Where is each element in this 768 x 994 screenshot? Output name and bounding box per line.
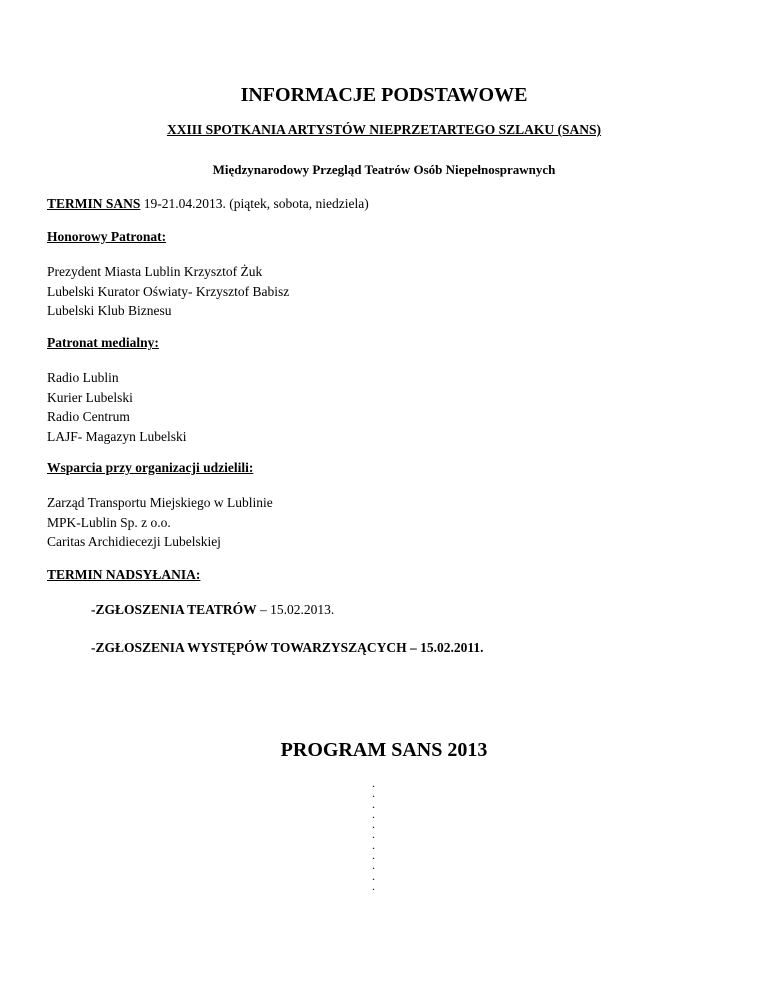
termin-line xyxy=(47,196,369,212)
event-subtitle: Międzynarodowy Przegląd Teatrów Osób Niepełnosprawnych xyxy=(212,162,556,177)
dot-leaders: . . . . . . . . . . . xyxy=(372,776,375,893)
list-item: Radio Lublin xyxy=(47,370,119,385)
honorowy-label: Honorowy Patronat: xyxy=(47,229,167,244)
list-item: Caritas Archidiecezji Lubelskiej xyxy=(47,534,221,549)
teatry-deadline: -ZGŁOSZENIA TEATRÓW – 15.02.2013. xyxy=(91,602,335,617)
list-item: Zarząd Transportu Miejskiego w Lublinie xyxy=(47,495,273,510)
list-item: Lubelski Klub Biznesu xyxy=(47,303,172,318)
program-title: PROGRAM SANS 2013 xyxy=(280,739,488,761)
list-item: Radio Centrum xyxy=(47,409,130,424)
medialny-list xyxy=(47,368,186,446)
wsparcie-label: Wsparcia przy organizacji udzielili: xyxy=(47,460,254,475)
honorowy-list xyxy=(47,262,289,321)
medialny-label: Patronat medialny: xyxy=(47,335,159,350)
termin-label: TERMIN SANS xyxy=(47,196,141,211)
page-title: INFORMACJE PODSTAWOWE xyxy=(240,84,528,106)
event-title: XXIII SPOTKANIA ARTYSTÓW NIEPRZETARTEGO SZLAKU (SANS) xyxy=(166,122,602,137)
list-item: LAJF- Magazyn Lubelski xyxy=(47,428,187,444)
list-item: Lubelski Kurator Oświaty- Krzysztof Babisz xyxy=(47,283,290,299)
list-item: Kurier Lubelski xyxy=(47,389,133,405)
nadsylanie-label: TERMIN NADSYŁANIA: xyxy=(47,567,201,582)
wystepy-deadline: -ZGŁOSZENIA WYSTĘPÓW TOWARZYSZĄCYCH – 15.02.2011. xyxy=(91,640,484,655)
list-item: Prezydent Miasta Lublin Krzysztof Żuk xyxy=(47,264,263,279)
wsparcie-list xyxy=(47,493,273,552)
termin-value: 19-21.04.2013. (piątek, sobota, niedziela) xyxy=(143,196,369,211)
list-item: MPK-Lublin Sp. z o.o. xyxy=(47,514,171,530)
